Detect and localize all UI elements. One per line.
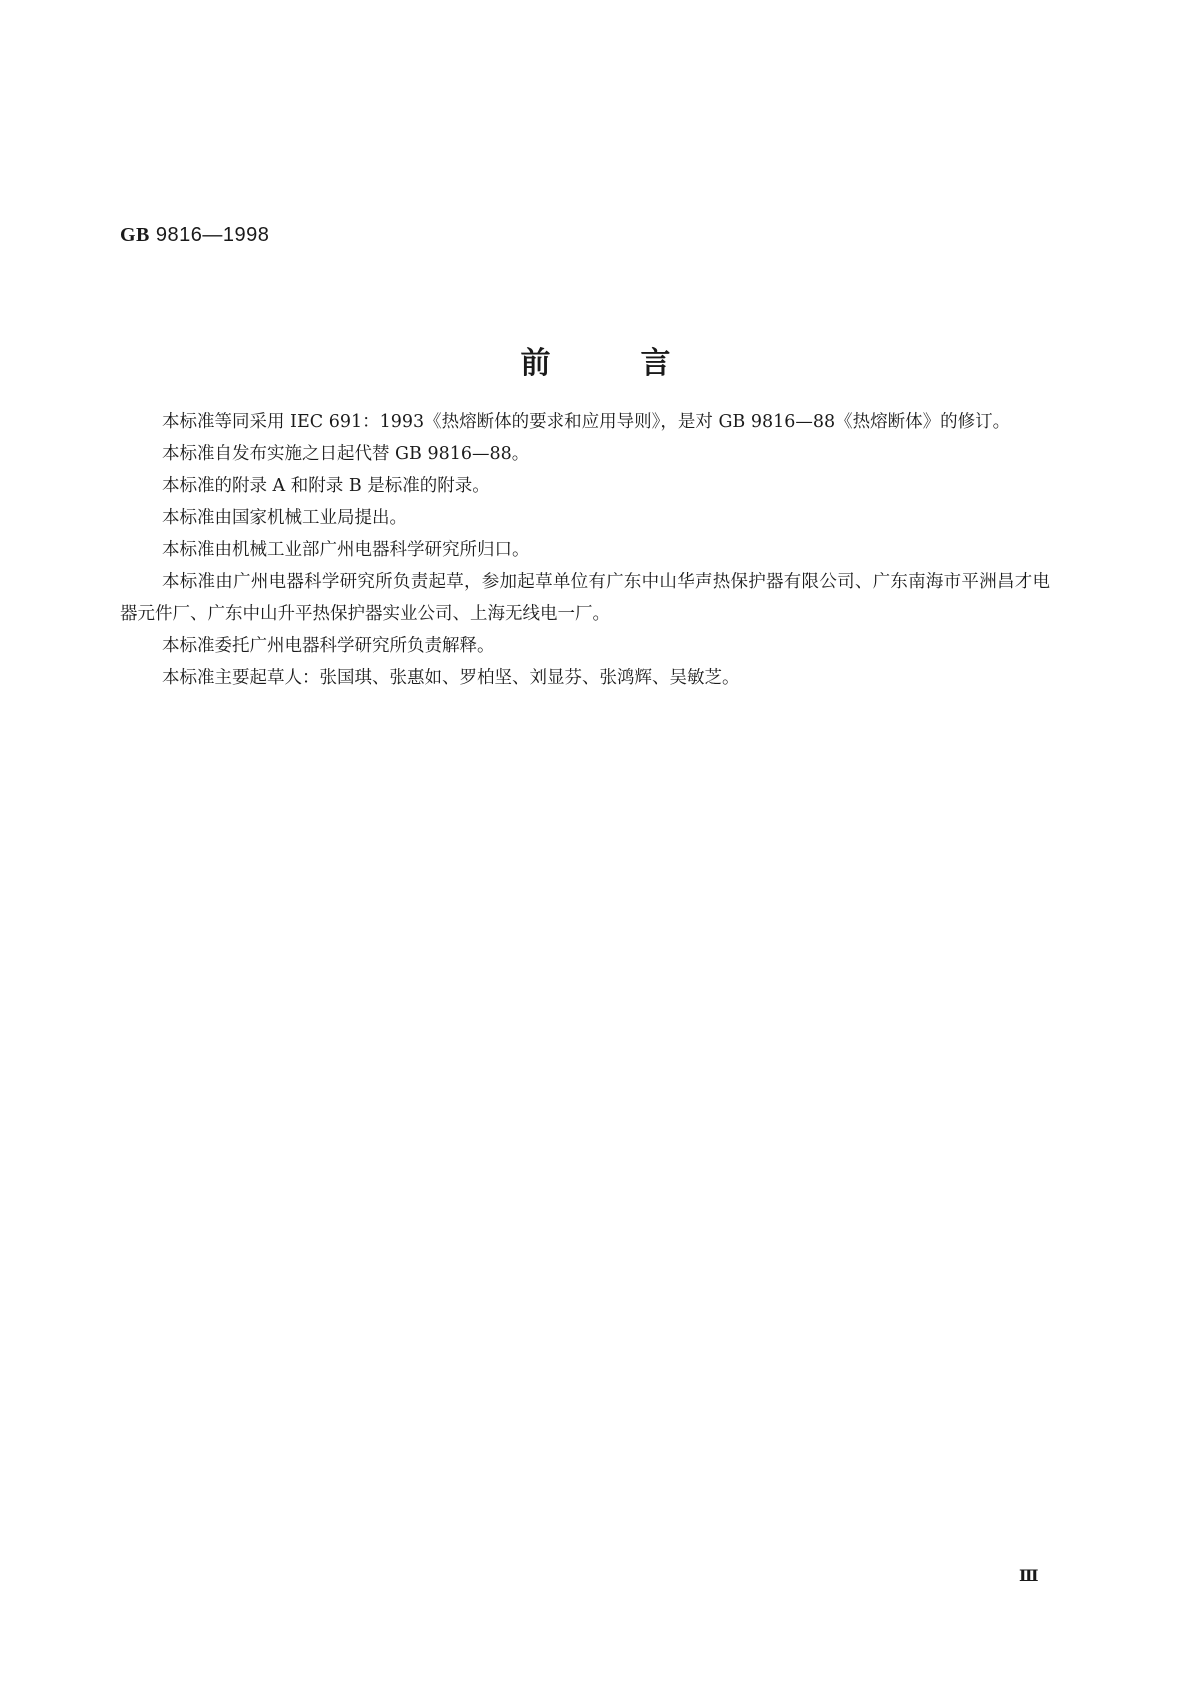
standard-prefix: GB: [120, 224, 150, 246]
paragraph: 本标准由广州电器科学研究所负责起草，参加起草单位有广东中山华声热保护器有限公司、广东南海市平洲昌才电器元件厂、广东中山升平热保护器实业公司、上海无线电一厂。: [120, 572, 1050, 624]
paragraph: 本标准主要起草人：张国琪、张惠如、罗柏坚、刘显芬、张鸿辉、吴敏芝。: [162, 668, 740, 688]
paragraph: 本标准由机械工业部广州电器科学研究所归口。: [162, 540, 530, 560]
paragraph: 本标准委托广州电器科学研究所负责解释。: [162, 636, 495, 656]
foreword-body: [120, 406, 1050, 694]
paragraph: 本标准自发布实施之日起代替 GB 9816—88。: [162, 444, 530, 464]
paragraph: 本标准由国家机械工业局提出。: [162, 508, 407, 528]
standard-code: [120, 222, 269, 247]
page-title: 前言: [520, 346, 761, 381]
paragraph: 本标准的附录 A 和附录 B 是标准的附录。: [162, 476, 490, 496]
paragraph: 本标准等同采用 IEC 691：1993《热熔断体的要求和应用导则》，是对 GB 9816—88《热熔断体》的修订。: [162, 412, 1011, 432]
page-number: Ⅲ: [1019, 1566, 1039, 1585]
standard-number: 9816—1998: [155, 224, 270, 246]
